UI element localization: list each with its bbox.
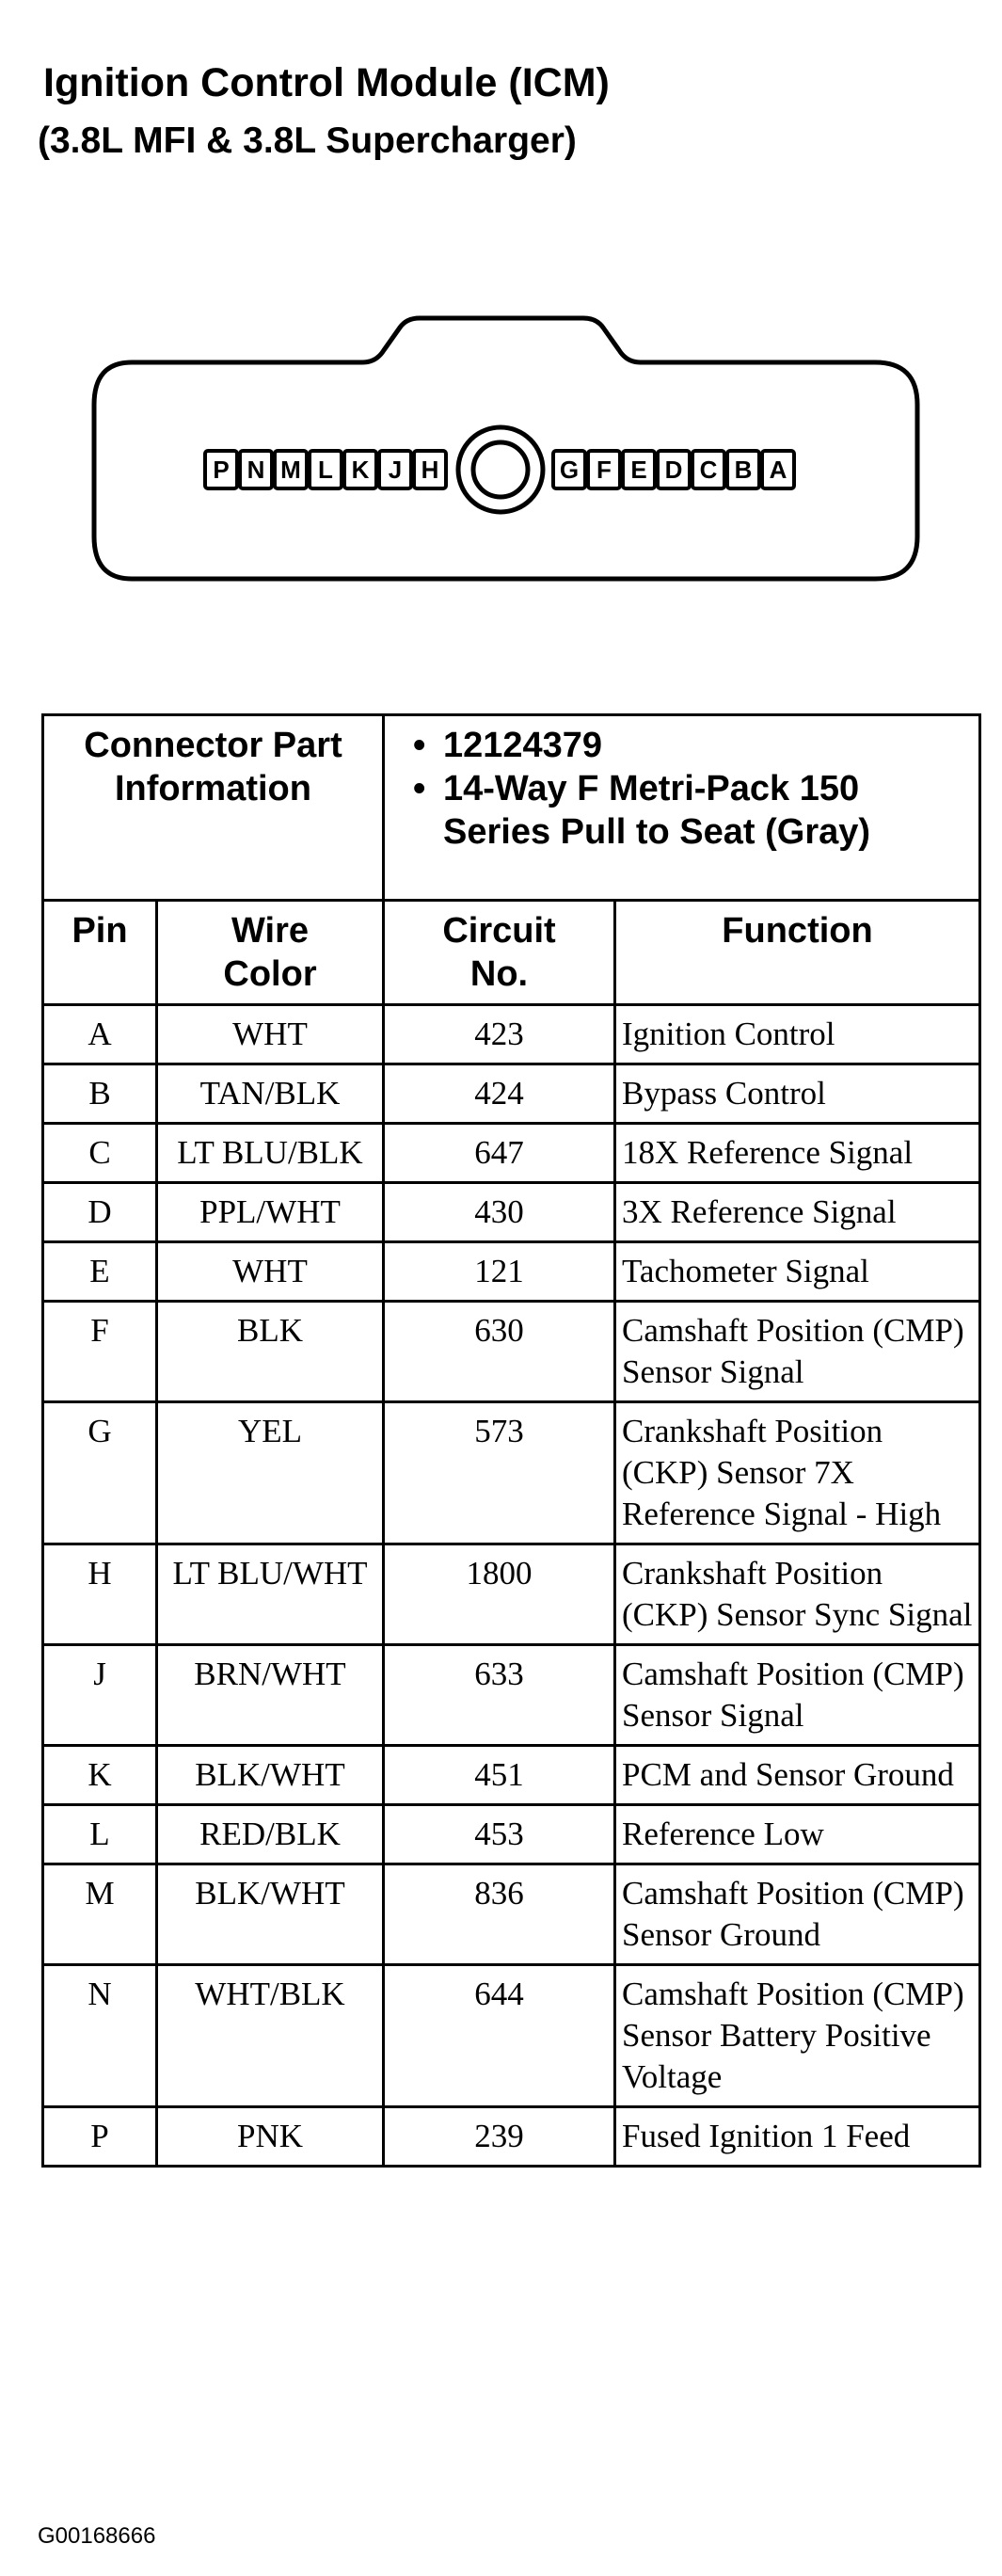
pin-cell: D [43,1183,157,1242]
table-row [43,1064,980,1124]
wire-color-cell: BLK/WHT [157,1746,384,1805]
page-title: Ignition Control Module (ICM) [43,60,610,105]
table-row [43,1864,980,1965]
function-cell: 18X Reference Signal [615,1124,980,1183]
function-cell: 3X Reference Signal [615,1183,980,1242]
part-number: • 12124379 [443,724,973,767]
part-info-label: Connector Part Information [43,715,384,901]
circuit-cell: 423 [384,1005,615,1064]
wire-color-cell: BRN/WHT [157,1645,384,1746]
function-cell: Tachometer Signal [615,1242,980,1302]
pin-label-j: J [388,456,403,484]
pin-label-n: N [247,456,265,484]
table-row [43,1746,980,1805]
pin-cell: L [43,1805,157,1864]
part-info-details [384,715,980,901]
pin-label-h: H [421,456,439,484]
wire-color-cell: PNK [157,2107,384,2167]
circuit-cell: 121 [384,1242,615,1302]
function-cell: PCM and Sensor Ground [615,1746,980,1805]
circuit-cell: 573 [384,1402,615,1544]
pins-left-group [205,451,446,488]
pin-label-b: B [734,456,753,484]
function-cell: Crankshaft Position (CKP) Sensor Sync Signal [615,1544,980,1645]
pin-label-f: F [596,456,612,484]
table-row [43,1402,980,1544]
function-cell: Bypass Control [615,1064,980,1124]
pin-cell: J [43,1645,157,1746]
circuit-cell: 1800 [384,1544,615,1645]
table-row [43,1965,980,2107]
pin-cell: N [43,1965,157,2107]
connector-description: • 14-Way F Metri-Pack 150 Series Pull to Seat (Gray) [443,767,973,854]
table-row [43,1005,980,1064]
circuit-cell: 644 [384,1965,615,2107]
wire-color-cell: WHT [157,1005,384,1064]
connector-face [0,311,1002,631]
connector-part-info-row [43,715,980,901]
pin-label-g: G [559,456,580,484]
connector-diagram [0,311,1002,631]
connector-housing [94,318,917,579]
table-row [43,1805,980,1864]
table-row [43,1544,980,1645]
pin-cell: G [43,1402,157,1544]
figure-id: G00168666 [38,2523,156,2549]
function-cell: Crankshaft Position (CKP) Sensor 7X Reference Signal - High [615,1402,980,1544]
wire-color-cell: RED/BLK [157,1805,384,1864]
wire-color-cell: YEL [157,1402,384,1544]
wire-color-cell: BLK/WHT [157,1864,384,1965]
circuit-cell: 451 [384,1746,615,1805]
function-cell: Camshaft Position (CMP) Sensor Ground [615,1864,980,1965]
circuit-cell: 836 [384,1864,615,1965]
circuit-cell: 239 [384,2107,615,2167]
pin-cell: E [43,1242,157,1302]
pin-label-k: K [351,456,370,484]
wire-color-cell: LT BLU/WHT [157,1544,384,1645]
wire-color-cell: LT BLU/BLK [157,1124,384,1183]
column-header-wire-color: Wire Color [157,901,384,1005]
circuit-cell: 453 [384,1805,615,1864]
pin-cell: K [43,1746,157,1805]
wire-color-cell: WHT/BLK [157,1965,384,2107]
pin-cell: F [43,1302,157,1402]
pin-cell: C [43,1124,157,1183]
function-cell: Fused Ignition 1 Feed [615,2107,980,2167]
pinout-table [41,713,981,2168]
pin-label-l: L [318,456,333,484]
wire-color-cell: TAN/BLK [157,1064,384,1124]
table-row [43,1183,980,1242]
function-cell: Camshaft Position (CMP) Sensor Battery Positive Voltage [615,1965,980,2107]
pin-label-a: A [769,456,787,484]
function-cell: Camshaft Position (CMP) Sensor Signal [615,1645,980,1746]
wire-color-cell: WHT [157,1242,384,1302]
pin-label-m: M [280,456,301,484]
function-cell: Reference Low [615,1805,980,1864]
circuit-cell: 424 [384,1064,615,1124]
pin-cell: A [43,1005,157,1064]
pin-cell: P [43,2107,157,2167]
table-row [43,2107,980,2167]
table-header-row [43,901,980,1005]
circuit-cell: 430 [384,1183,615,1242]
wire-color-cell: BLK [157,1302,384,1402]
pin-label-c: C [699,456,718,484]
pins-right-group [553,451,794,488]
table-row [43,1645,980,1746]
pin-cell: M [43,1864,157,1965]
connector-center-post-inner [473,442,528,497]
wire-color-cell: PPL/WHT [157,1183,384,1242]
function-cell: Ignition Control [615,1005,980,1064]
pin-label-e: E [630,456,647,484]
table-row [43,1302,980,1402]
function-cell: Camshaft Position (CMP) Sensor Signal [615,1302,980,1402]
circuit-cell: 633 [384,1645,615,1746]
column-header-circuit: Circuit No. [384,901,615,1005]
pin-label-p: P [213,456,230,484]
table-row [43,1124,980,1183]
column-header-function: Function [615,901,980,1005]
circuit-cell: 630 [384,1302,615,1402]
pin-cell: B [43,1064,157,1124]
page-subtitle: (3.8L MFI & 3.8L Supercharger) [38,120,577,161]
pin-label-d: D [664,456,683,484]
pin-cell: H [43,1544,157,1645]
column-header-pin: Pin [43,901,157,1005]
circuit-cell: 647 [384,1124,615,1183]
table-row [43,1242,980,1302]
